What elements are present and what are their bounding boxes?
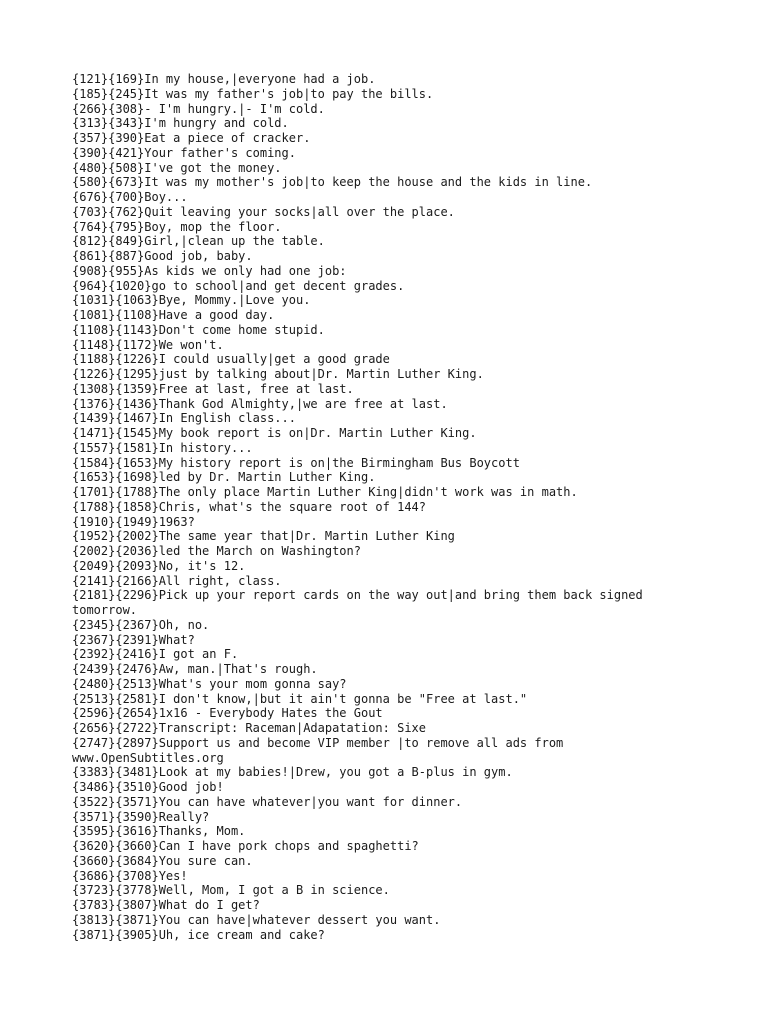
subtitle-line: {1471}{1545}My book report is on|Dr. Martin Luther King.: [72, 426, 477, 440]
subtitle-line: {1584}{1653}My history report is on|the Birmingham Bus Boycott: [72, 455, 520, 470]
subtitle-line: {3660}{3684}You sure can.: [72, 853, 253, 868]
subtitle-line: {812}{849}Girl,|clean up the table.: [72, 234, 325, 249]
subtitle-line: {2049}{2093}No, it's 12.: [72, 558, 246, 573]
subtitle-line: {1031}{1063}Bye, Mommy.|Love you.: [72, 293, 311, 308]
subtitle-line: {1557}{1581}In history...: [72, 440, 253, 455]
subtitle-line: {2656}{2722}Transcript: Raceman|Adapatation: Sixe: [72, 721, 427, 735]
subtitle-line: {2596}{2654}1x16 - Everybody Hates the Gout: [72, 706, 383, 721]
subtitle-line: {121}{169}In my house,|everyone had a job.: [72, 72, 376, 86]
subtitle-line: {2513}{2581}I don't know,|but it ain't gonna be "Free at last.": [72, 691, 528, 706]
subtitle-line: {480}{508}I've got the money.: [72, 160, 282, 175]
subtitle-line: {185}{245}It was my father's job|to pay the bills.: [72, 86, 434, 101]
subtitle-line: {3383}{3481}Look at my babies!|Drew, you got a B-plus in gym.: [72, 765, 513, 780]
subtitle-line: {1701}{1788}The only place Martin Luther King|didn't work was in math.: [72, 485, 578, 499]
subtitle-text-block: [72, 72, 696, 942]
subtitle-line: {1226}{1295}just by talking about|Dr. Martin Luther King.: [72, 367, 484, 381]
subtitle-line: {1188}{1226}I could usually|get a good grade: [72, 352, 390, 367]
subtitle-line: {3813}{3871}You can have|whatever dessert you want.: [72, 912, 441, 927]
subtitle-line: {2392}{2416}I got an F.: [72, 647, 239, 662]
subtitle-line: {908}{955}As kids we only had one job:: [72, 263, 347, 278]
subtitle-line: {676}{700}Boy...: [72, 190, 188, 204]
subtitle-line: {1653}{1698}led by Dr. Martin Luther King.: [72, 470, 376, 485]
subtitle-line: {1081}{1108}Have a good day.: [72, 308, 275, 322]
subtitle-line: {390}{421}Your father's coming.: [72, 145, 296, 160]
subtitle-line: {2141}{2166}All right, class.: [72, 573, 282, 588]
subtitle-line: {2345}{2367}Oh, no.: [72, 617, 210, 632]
subtitle-line: {3686}{3708}Yes!: [72, 868, 188, 883]
subtitle-line: {2480}{2513}What's your mom gonna say?: [72, 676, 347, 691]
subtitle-line: {703}{762}Quit leaving your socks|all over the place.: [72, 204, 455, 219]
subtitle-line: {2181}{2296}Pick up your report cards on the way out|and bring them back signed tomorrow.: [72, 588, 650, 617]
subtitle-line: {3723}{3778}Well, Mom, I got a B in science.: [72, 883, 390, 898]
subtitle-line: {1439}{1467}In English class...: [72, 411, 296, 426]
subtitle-line: {764}{795}Boy, mop the floor.: [72, 219, 282, 234]
subtitle-line: {964}{1020}go to school|and get decent grades.: [72, 278, 405, 293]
subtitle-line: {1376}{1436}Thank God Almighty,|we are free at last.: [72, 396, 448, 411]
subtitle-line: {266}{308}- I'm hungry.|- I'm cold.: [72, 101, 325, 116]
subtitle-line: {2439}{2476}Aw, man.|That's rough.: [72, 662, 318, 676]
subtitle-line: {1308}{1359}Free at last, free at last.: [72, 381, 354, 396]
subtitle-line: {2367}{2391}What?: [72, 632, 195, 647]
subtitle-line: {2747}{2897}Support us and become VIP member |to remove all ads from www.OpenSubtitles.org: [72, 735, 571, 765]
subtitle-line: {3522}{3571}You can have whatever|you want for dinner.: [72, 794, 463, 809]
subtitle-line: {2002}{2036}led the March on Washington?: [72, 544, 361, 558]
subtitle-line: {1910}{1949}1963?: [72, 514, 195, 529]
subtitle-line: {313}{343}I'm hungry and cold.: [72, 116, 289, 131]
subtitle-line: {3871}{3905}Uh, ice cream and cake?: [72, 927, 325, 942]
subtitle-line: {1148}{1172}We won't.: [72, 337, 224, 352]
subtitle-line: {580}{673}It was my mother's job|to keep the house and the kids in line.: [72, 175, 593, 190]
subtitle-line: {1788}{1858}Chris, what's the square root of 144?: [72, 499, 427, 514]
subtitle-line: {357}{390}Eat a piece of cracker.: [72, 131, 311, 145]
subtitle-line: {861}{887}Good job, baby.: [72, 249, 253, 263]
subtitle-line: {3595}{3616}Thanks, Mom.: [72, 824, 246, 839]
subtitle-line: {3571}{3590}Really?: [72, 809, 210, 824]
subtitle-line: {3620}{3660}Can I have pork chops and spaghetti?: [72, 839, 419, 853]
subtitle-line: {3486}{3510}Good job!: [72, 780, 224, 794]
subtitle-line: {1108}{1143}Don't come home stupid.: [72, 322, 325, 337]
subtitle-line: {1952}{2002}The same year that|Dr. Martin Luther King: [72, 529, 455, 544]
subtitle-line: {3783}{3807}What do I get?: [72, 898, 260, 912]
